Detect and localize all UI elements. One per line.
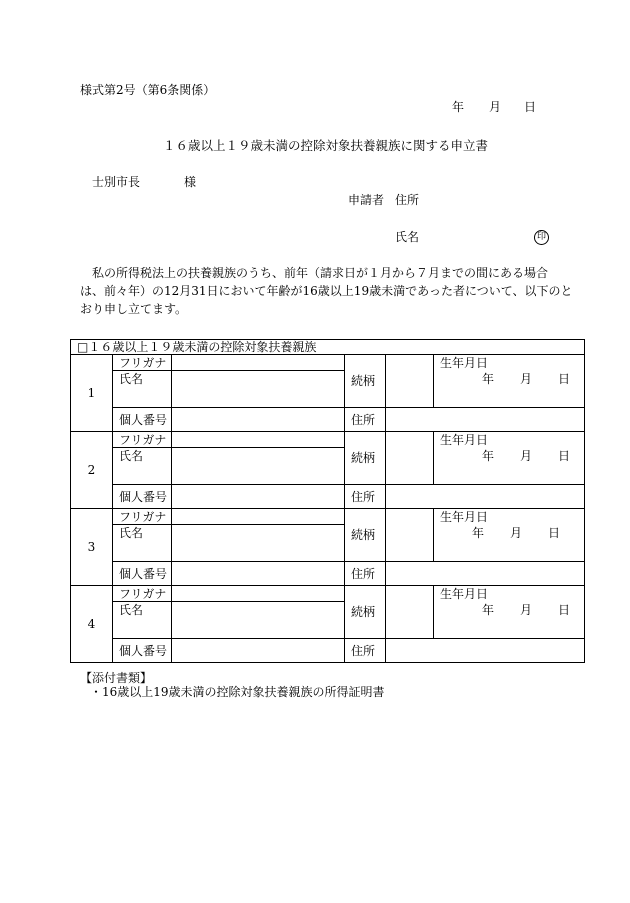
table-header: □１６歳以上１９歳未満の控除対象扶養親族 [71,340,585,355]
address-label: 住所 [345,639,386,663]
body-text-line-2: は、前々年）の12月31日において年齢が16歳以上19歳未満であった者について、以下のと [80,284,573,298]
applicant-address-label: 住所 [395,193,420,207]
birthdate-label: 生年月日 [440,587,489,601]
birthdate-cell[interactable] [434,586,585,639]
birthdate-cell[interactable] [434,432,585,485]
day-label: 日 [558,372,571,386]
furigana-label: フリガナ [113,509,172,525]
year-label: 年 [482,372,495,386]
table-row [71,562,585,586]
furigana-label: フリガナ [113,586,172,602]
birthdate-label: 生年月日 [440,356,489,370]
individual-number-label: 個人番号 [113,408,172,432]
individual-number-field[interactable] [172,562,345,586]
day-label: 日 [558,603,571,617]
seal-mark: 印 [534,230,549,245]
year-label: 年 [482,449,495,463]
individual-number-field[interactable] [172,639,345,663]
name-label: 氏名 [113,371,172,408]
name-field[interactable] [172,602,345,639]
name-label: 氏名 [113,448,172,485]
furigana-field[interactable] [172,432,345,448]
relation-field[interactable] [386,432,434,485]
applicant-label: 申請者 [348,193,385,207]
year-label: 年 [472,526,485,540]
name-label: 氏名 [113,525,172,562]
form-number: 様式第2号（第6条関係） [80,83,216,97]
address-field[interactable] [386,408,585,432]
table-header-row [71,340,585,355]
day-label: 日 [558,449,571,463]
name-field[interactable] [172,371,345,408]
addressee-honorific: 様 [184,175,197,189]
furigana-field[interactable] [172,355,345,371]
attachments-heading: 【添付書類】 [80,671,153,685]
year-label: 年 [482,603,495,617]
individual-number-field[interactable] [172,408,345,432]
relation-field[interactable] [386,355,434,408]
birthdate-ymd [440,527,584,539]
month-label: 月 [510,526,523,540]
date-year-label: 年 [452,100,465,114]
attachments-item: ・16歳以上19歳未満の控除対象扶養親族の所得証明書 [90,685,385,699]
addressee-name: 士別市長 [92,175,141,189]
address-field[interactable] [386,562,585,586]
month-label: 月 [520,603,533,617]
address-label: 住所 [345,485,386,509]
furigana-field[interactable] [172,586,345,602]
table-row [71,509,585,525]
relation-label: 続柄 [345,432,386,485]
address-field[interactable] [386,485,585,509]
individual-number-label: 個人番号 [113,562,172,586]
birthdate-ymd [440,604,584,616]
name-field[interactable] [172,448,345,485]
table-row [71,355,585,371]
applicant-name-label: 氏名 [395,230,420,244]
name-field[interactable] [172,525,345,562]
furigana-label: フリガナ [113,432,172,448]
name-label: 氏名 [113,602,172,639]
individual-number-label: 個人番号 [113,639,172,663]
table-row [71,586,585,602]
relation-label: 続柄 [345,509,386,562]
table-row [71,639,585,663]
row-number: 4 [71,586,113,663]
address-label: 住所 [345,562,386,586]
body-text-line-1: 私の所得税法上の扶養親族のうち、前年（請求日が１月から７月までの間にある場合 [92,266,549,280]
date-day-label: 日 [524,100,537,114]
table-row [71,408,585,432]
relation-label: 続柄 [345,355,386,408]
table-row [71,432,585,448]
row-number: 2 [71,432,113,509]
address-field[interactable] [386,639,585,663]
furigana-label: フリガナ [113,355,172,371]
birthdate-label: 生年月日 [440,433,489,447]
body-text-line-3: おり申し立てます。 [80,302,188,316]
month-label: 月 [520,449,533,463]
individual-number-field[interactable] [172,485,345,509]
relation-field[interactable] [386,586,434,639]
table-row [71,485,585,509]
date-month-label: 月 [489,100,502,114]
row-number: 1 [71,355,113,432]
birthdate-cell[interactable] [434,355,585,408]
individual-number-label: 個人番号 [113,485,172,509]
birthdate-ymd [440,373,584,385]
birthdate-ymd [440,450,584,462]
birthdate-cell[interactable] [434,509,585,562]
dependents-table [70,339,585,663]
birthdate-label: 生年月日 [440,510,489,524]
row-number: 3 [71,509,113,586]
day-label: 日 [548,526,561,540]
document-title: １６歳以上１９歳未満の控除対象扶養親族に関する申立書 [163,138,489,153]
relation-field[interactable] [386,509,434,562]
relation-label: 続柄 [345,586,386,639]
address-label: 住所 [345,408,386,432]
month-label: 月 [520,372,533,386]
furigana-field[interactable] [172,509,345,525]
